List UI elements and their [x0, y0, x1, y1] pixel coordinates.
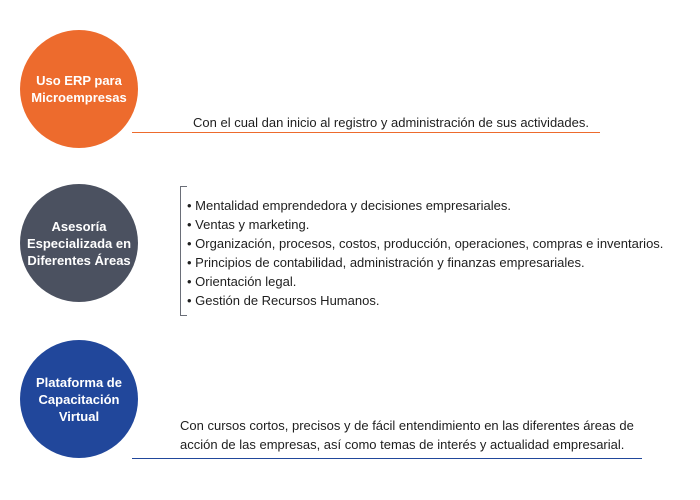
- bullet-item: • Mentalidad emprendedora y decisiones empresariales.: [187, 196, 663, 215]
- erp-circle: [20, 30, 138, 148]
- plataforma-title-line: Plataforma de: [36, 374, 122, 390]
- plataforma-title-line: Virtual: [58, 408, 100, 424]
- asesoria-circle: [20, 184, 138, 302]
- asesoria-title-line: Diferentes Áreas: [27, 252, 131, 268]
- asesoria-title-line: Especializada en: [26, 235, 132, 251]
- asesoria-bracket: [180, 186, 187, 316]
- asesoria-bullet-list: [187, 196, 663, 310]
- bullet-item: • Gestión de Recursos Humanos.: [187, 291, 663, 310]
- erp-connector-line: [132, 132, 600, 133]
- erp-title-line: Uso ERP para: [36, 73, 122, 88]
- asesoria-title-line: Asesoría: [51, 218, 107, 234]
- bullet-item: • Orientación legal.: [187, 272, 663, 291]
- bullet-item: • Principios de contabilidad, administración y finanzas empresariales.: [187, 253, 663, 272]
- erp-description: Con el cual dan inicio al registro y administración de sus actividades.: [193, 115, 589, 130]
- erp-title-line: Microempresas: [31, 90, 127, 105]
- bullet-item: • Organización, procesos, costos, producción, operaciones, compras e inventarios.: [187, 234, 663, 253]
- bullet-item: • Ventas y marketing.: [187, 215, 663, 234]
- plataforma-circle: [20, 340, 138, 458]
- plataforma-description: Con cursos cortos, precisos y de fácil entendimiento en las diferentes áreas de acción de las empresas, así como temas de interés y actualidad empresarial.: [180, 418, 634, 452]
- plataforma-title-line: Capacitación: [38, 391, 120, 407]
- plataforma-connector-line: [132, 458, 642, 459]
